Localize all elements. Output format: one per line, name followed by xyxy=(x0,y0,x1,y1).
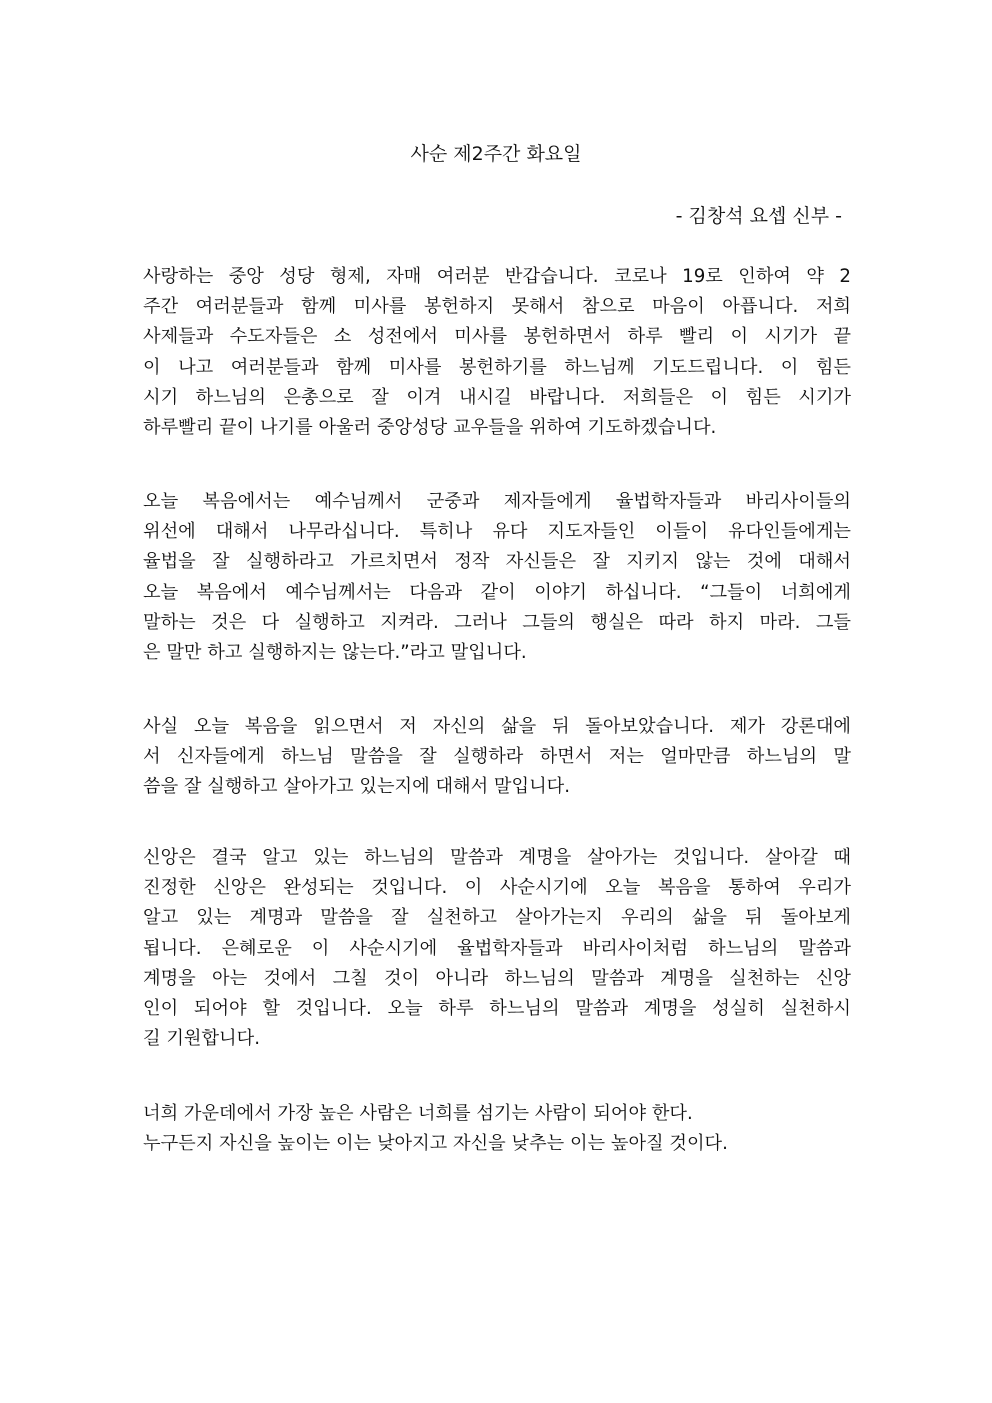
paragraph-line: 길 기원합니다. xyxy=(143,1028,260,1050)
paragraph-line: 말하는 것은 다 실행하고 지켜라. 그러나 그들의 행실은 따라 하지 마라. 그들 xyxy=(143,611,851,633)
paragraph-line: 시기 하느님의 은총으로 잘 이겨 내시길 바랍니다. 저희들은 이 힘든 시기가 xyxy=(143,386,851,408)
paragraph-line: 사실 오늘 복음을 읽으면서 저 자신의 삶을 뒤 돌아보았습니다. 제가 강론대에 xyxy=(143,716,851,737)
paragraph-faith xyxy=(143,843,851,1054)
paragraph-scripture-quote xyxy=(143,1099,851,1159)
author-line: - 김창석 요셉 신부 - xyxy=(675,205,842,227)
paragraph-line: 너희 가운데에서 가장 높은 사람은 너희를 섬기는 사람이 되어야 한다. xyxy=(143,1103,693,1124)
paragraph-line: 신앙은 결국 알고 있는 하느님의 말씀과 계명을 살아가는 것입니다. 살아갈 때 xyxy=(143,847,851,868)
paragraph-line: 이 나고 여러분들과 함께 미사를 봉헌하기를 하느님께 기도드립니다. 이 힘든 xyxy=(143,356,851,378)
paragraph-reflection xyxy=(143,712,851,803)
paragraph-line: 주간 여러분들과 함께 미사를 봉헌하지 못해서 참으로 마음이 아픕니다. 저희 xyxy=(143,296,851,318)
paragraph-gospel xyxy=(143,487,851,668)
paragraph-line: 누구든지 자신을 높이는 이는 낮아지고 자신을 낮추는 이는 높아질 것이다. xyxy=(143,1133,728,1155)
paragraph-line: 씀을 잘 실행하고 살아가고 있는지에 대해서 말입니다. xyxy=(143,776,570,798)
paragraph-line: 사제들과 수도자들은 소 성전에서 미사를 봉헌하면서 하루 빨리 이 시기가 끝 xyxy=(143,326,851,348)
paragraph-greeting xyxy=(143,262,851,443)
paragraph-line: 은 말만 하고 실행하지는 않는다.”라고 말입니다. xyxy=(143,641,527,663)
paragraph-line: 진정한 신앙은 완성되는 것입니다. 이 사순시기에 오늘 복음을 통하여 우리가 xyxy=(143,877,851,899)
paragraph-line: 인이 되어야 할 것입니다. 오늘 하루 하느님의 말씀과 계명을 성실히 실천하시 xyxy=(143,997,851,1019)
paragraph-line: 위선에 대해서 나무라십니다. 특히나 유다 지도자들인 이들이 유다인들에게는 xyxy=(143,521,851,543)
paragraph-line: 계명을 아는 것에서 그칠 것이 아니라 하느님의 말씀과 계명을 실천하는 신앙 xyxy=(143,967,851,989)
paragraph-line: 됩니다. 은혜로운 이 사순시기에 율법학자들과 바리사이처럼 하느님의 말씀과 xyxy=(143,937,851,959)
paragraph-line: 알고 있는 계명과 말씀을 잘 실천하고 살아가는지 우리의 삶을 뒤 돌아보게 xyxy=(143,907,851,929)
paragraph-line: 율법을 잘 실행하라고 가르치면서 정작 자신들은 잘 지키지 않는 것에 대해서 xyxy=(143,551,851,573)
paragraph-line: 오늘 복음에서 예수님께서는 다음과 같이 이야기 하십니다. “그들이 너희에게 xyxy=(143,581,851,603)
paragraph-line: 서 신자들에게 하느님 말씀을 잘 실행하라 하면서 저는 얼마만큼 하느님의 말 xyxy=(143,746,851,768)
paragraph-line: 사랑하는 중앙 성당 형제, 자매 여러분 반갑습니다. 코로나 19로 인하여 약 2 xyxy=(143,266,851,287)
paragraph-line: 하루빨리 끝이 나기를 아울러 중앙성당 교우들을 위하여 기도하겠습니다. xyxy=(143,416,717,438)
page-title: 사순 제2주간 화요일 xyxy=(410,143,582,165)
paragraph-line: 오늘 복음에서는 예수님께서 군중과 제자들에게 율법학자들과 바리사이들의 xyxy=(143,491,851,512)
